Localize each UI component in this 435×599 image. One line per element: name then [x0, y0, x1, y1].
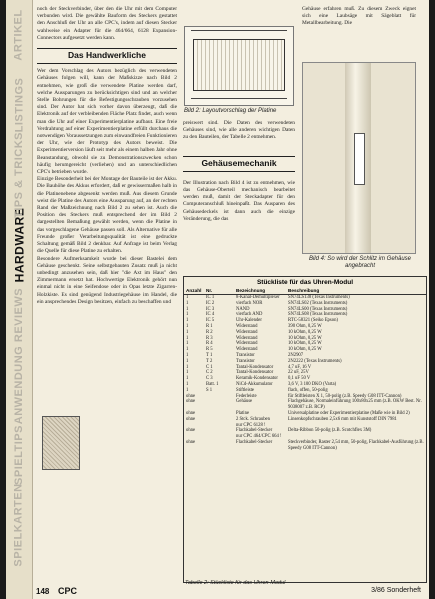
platine-layout-figure: [184, 26, 294, 106]
table-cell: SN74LS138 (Texas Instruments): [288, 295, 350, 300]
table-cell: T 2: [206, 358, 213, 364]
table-cell: 1: [186, 329, 189, 335]
header-bezeichnung: Bezeichnung: [236, 288, 266, 293]
table-cell: nur CPC 464/CPC 664 !: [236, 434, 282, 440]
spine-section-tips-tricks: TIPS & TRICKS: [13, 132, 26, 218]
table-cell: 2N2907: [288, 352, 304, 358]
table-cell: 1: [186, 376, 189, 382]
table-cell: Flachkabel-Stecker: [236, 439, 273, 445]
table-cell: S 1: [206, 387, 213, 393]
spine-section-spieltips: SPIELTIPS: [13, 425, 26, 485]
table-cell: Steckverbinder, Raster 2,54 mm, 50-polig, Flachkabel-Ausführung (z.B. Speedy G08 ITT-Cannon): [288, 439, 424, 451]
table-cell: IC 2: [206, 300, 215, 306]
table-cell: T 1: [206, 352, 213, 358]
issue-label: 3/86 Sonderheft: [371, 587, 421, 594]
gehaeuse-photo: [302, 62, 416, 254]
header-nr: Nr.: [206, 288, 213, 293]
dimension-line: [191, 30, 287, 31]
paragraph: preiswert sind. Die Daten des verwendeten Gehäuses sind, wie alle anderen wichtigen Daten zu den Bauteilen, der Tabelle 2 entnehmen.: [183, 120, 295, 141]
paragraph: Wer dem Vorschlag des Autors bezüglich des verwendeten Gehäuses folgen will, kann der Maßskizze nach Bild 2 entnehmen, wie groß die verwendete Platine werden darf, welche Aussparungen zu berücksichtigen sind und an welcher Stelle Bohrungen für die Befestigungsschrauben vorzusehen sind. Der Autor hat sich vorher davon überzeugt, daß die Elektronik auf der verbleibenden Fläche Platz findet, auch wenn man die Uhr auf einer Experimentierplatine aufbaut. Eine freie Verdrahtung auf einer Experimentierplatine erfüllt durchaus die notwendigen Voraussetzungen zum einwandfreien Funktionieren der Uhr, wie der Prototyp des Autors beweist. Die Experimentierversion läuft seit mehr als einem halben Jahr ohne Beanstandung, obwohl sie zu Demonstrationszwecken schon häufig herumgereicht (verliehen) und an unterschiedlichen CPC's betrieben wurde.: [37, 68, 177, 176]
table-cell: 0,1 uF 50 V: [288, 376, 311, 382]
spine-section-anwendung: ANWENDUNG: [13, 345, 26, 425]
table-cell: flach, offen, 50-polig: [288, 387, 328, 393]
table-cell: 10 kOhm, 0,25 W: [288, 341, 322, 347]
table-cell: 1: [186, 381, 189, 387]
table-body: [184, 295, 426, 452]
table-cell: Uhr-Kalender: [236, 318, 262, 324]
table-cell: 2 Stck. Schrauben: [236, 416, 270, 422]
table-cell: SN74LS08 (Texas Instruments): [288, 312, 348, 318]
paragraph: Besondere Aufmerksamkeit wurde bei dieser Bastelei dem Gehäuse geschenkt. Seine selbstgebauten Zusatz muß ja nicht unbedingt anzusehen sein, daß hier "die Axt im Haus" den Zimmermann ersetzt hat. Hochwertige Elektronik gehört nun einmal nicht in eine Seifendose oder in Opas letzte Zigarren-Holzkiste. Es sind genügend Industriegehäuse im Handel, die ein ansprechendes Design besitzen, einfach zu beschaffen und: [37, 255, 177, 305]
table-cell: NiCd-Akkumulator: [236, 381, 273, 387]
table-cell: IC 3: [206, 306, 215, 312]
table-row: [184, 440, 426, 452]
table-cell: R 1: [206, 323, 213, 329]
embedded-photo: [42, 416, 80, 470]
table-cell: R 2: [206, 329, 213, 335]
table-cell: ohne: [186, 393, 196, 399]
table-row: [184, 399, 426, 411]
spine-section-reviews: REVIEWS: [13, 287, 26, 343]
table-cell: 4,7 uF, 16 V: [288, 364, 312, 370]
heading-handwerkliche: Das Handwerkliche: [68, 50, 146, 61]
table-cell: ohne: [186, 416, 196, 422]
paragraph: Gehäuse erfahren muß. Zu diesem Zweck eignet sich eine Laubsäge mit Sägeblatt für Metallbearbeitung. Die: [302, 6, 416, 27]
heading-gehaeusemechanik: Gehäusemechanik: [201, 157, 277, 168]
divider: [183, 156, 295, 157]
table-cell: 1: [186, 318, 189, 324]
table-cell: Platine: [236, 410, 250, 416]
table-cell: Flachkabel-Stecker: [236, 428, 273, 434]
table-cell: RTC-58321 (Seiko Epson): [288, 318, 338, 324]
spine-section-listings: LISTINGS: [13, 77, 26, 133]
housing-slot: [354, 133, 365, 185]
table-header: [184, 287, 426, 295]
table-cell: 10 kOhm, 0,25 W: [288, 347, 322, 353]
table-cell: Stiftleiste: [236, 387, 254, 393]
table-cell: 1: [186, 335, 189, 341]
table-cell: 1: [186, 364, 189, 370]
page-number: 148: [36, 587, 50, 596]
table-cell: Tantal-Kondensator: [236, 364, 274, 370]
table-cell: Batt. 1: [206, 381, 219, 387]
paragraph: Einzige Besonderheit bei der Montage der Bauteile ist der Akku. Die Bauhöhe des Akkus erfordert, daß er gewissermaßen halb in die Platinenebene abgesenkt werden muß. Aus diesem Grunde weist die Platine des Autors eine Aussparung auf, an der rechten Rand der Maßzeichnung nach Bild 2 zu sehen ist. Auch die Position des Steckers muß entsprechend der im Bild 2 dargestellten Bemaßung gewählt werden, wenn die Platine in das vorgeschlagene Gehäuse passen soll. Als Alternative für alle Freunde großer Verarbeitungsqualität ist eine gedruckte Schaltung gemäß Bild 2 denkbar. Auf Anfrage ist beim Verlag die Quelle für diese Platine zu erhalten.: [37, 176, 177, 255]
table-cell: Gehäuse: [236, 399, 253, 405]
table-cell: Widerstand: [236, 329, 258, 335]
table-cell: Keramik-Kondensator: [236, 376, 278, 382]
table-cell: R 5: [206, 347, 213, 353]
table-cell: 1: [186, 387, 189, 393]
table-cell: SN74LS02 (Texas Instruments): [288, 300, 348, 306]
table-cell: 1: [186, 347, 189, 353]
figure-caption-bild2: Bild 2: Layoutvorschlag der Platine: [184, 108, 277, 114]
table-cell: vierfach NOR: [236, 300, 263, 306]
spine-section-artikel: ARTIKEL: [13, 9, 26, 61]
table-cell: 1: [186, 352, 189, 358]
table-cell: Transistor: [236, 352, 255, 358]
table-cell: Linsenkopfschrauben 2,5x6 mm mit Kunststoff DIN 7981: [288, 416, 397, 422]
table-title: Stückliste für das Uhren-Modul: [256, 279, 354, 286]
table-cell: Widerstand: [236, 341, 258, 347]
table-cell: Tantal-Kondensator: [236, 370, 274, 376]
table-cell: Federleiste: [236, 393, 257, 399]
table-cell: 1: [186, 312, 189, 318]
spine-section-spielkarten: SPIELKARTEN: [13, 483, 25, 567]
divider: [183, 171, 295, 172]
table-cell: 22 uF, 25V: [288, 370, 309, 376]
table-cell: C 2: [206, 370, 213, 376]
table-cell: Transistor: [236, 358, 255, 364]
table-cell: 3,6 V, 3 100 DKO (Varta): [288, 381, 337, 387]
page-footer: [6, 586, 429, 599]
table-cell: Delta-Ribbon 50-polig (z.B. Scotchflex 3M): [288, 428, 372, 434]
table-cell: Flachgehäuse, Normaleinführung 100x80x25 mm (z.B. OKW Best. Nr. 9038007 z.B. RCP): [288, 399, 422, 411]
column-right: [302, 6, 416, 28]
table-cell: IC 4: [206, 312, 215, 318]
dimension-line: [191, 98, 287, 99]
spine-section-hardware: HARDWARE: [12, 207, 27, 283]
divider: [37, 63, 177, 64]
paragraph: Der Illustration nach Bild 4 ist zu entnehmen, wie das Gehäuse-Oberteil mechanisch bearbeitet werden muß, damit der Steckadapter für den Computeranschluß hineinpaßt. Das Ausparen des Gehäusedeckels ist dann auch die einzige Veränderung, die das: [183, 179, 295, 222]
table-cell: SN74LS00 (Texas Instruments): [288, 306, 348, 312]
table-cell: R 3: [206, 335, 213, 341]
table-cell: IC 5: [206, 318, 215, 324]
figure-caption-bild4: Bild 4: So wird der Schlitz im Gehäuse angebracht: [308, 256, 412, 269]
parts-list-table: [183, 276, 427, 583]
table-caption: Tabelle 2: Stückliste für das Uhren-Modul: [185, 580, 286, 586]
table-cell: 2N2222 (Texas Instruments): [288, 358, 342, 364]
table-cell: Widerstand: [236, 323, 258, 329]
header-beschreibung: Beschreibung: [288, 288, 320, 293]
table-cell: ohne: [186, 399, 196, 405]
table-cell: C 3: [206, 376, 213, 382]
table-cell: 10 kOhm, 0,25 W: [288, 335, 322, 341]
table-cell: C 1: [206, 364, 213, 370]
column-middle: [183, 120, 295, 223]
table-cell: 10 kOhm, 0,25 W: [288, 329, 322, 335]
table-cell: vierfach AND: [236, 312, 263, 318]
table-cell: 390 Ohm, 0,25 W: [288, 323, 322, 329]
table-cell: 8-Kanal-Demultiplexer: [236, 295, 280, 300]
table-cell: [206, 399, 236, 411]
intro-paragraph: noch der Steckverbinder, über den die Uhr mit dem Computer verbunden wird. Die gewählte Bauform des Steckers gestattet den Anschluß der Uhr an alle CPC's, indem auf diesen Stecker wahlweise ein Adapter für die 464/664, 6128 Expansion-Connectors aufgesetzt werden kann.: [37, 6, 177, 41]
table-cell: Universalplatine oder Experimentierplatine (Maße wie in Bild 2): [288, 410, 410, 416]
pcb-board: [193, 39, 285, 91]
table-cell: [206, 440, 236, 452]
table-cell: ohne: [186, 410, 196, 416]
table-cell: Widerstand: [236, 347, 258, 353]
table-cell: 1: [186, 300, 189, 306]
magazine-page: [6, 0, 429, 599]
magazine-logo: CPC: [58, 586, 78, 596]
table-cell: 1: [186, 323, 189, 329]
table-cell: 1: [186, 370, 189, 376]
table-cell: R 4: [206, 341, 213, 347]
table-cell: nur CPC 6128 !: [236, 422, 266, 428]
table-cell: 1: [186, 306, 189, 312]
table-cell: NAND: [236, 306, 250, 312]
header-anzahl: Anzahl: [186, 288, 202, 293]
column-left: [37, 6, 177, 306]
table-cell: 1: [186, 358, 189, 364]
table-cell: ohne: [186, 428, 196, 434]
table-cell: 1: [186, 341, 189, 347]
table-cell: Widerstand: [236, 335, 258, 341]
table-cell: ohne: [186, 439, 196, 445]
table-cell: IC 1: [206, 295, 215, 300]
table-cell: 1: [186, 295, 189, 300]
section-spine: [6, 0, 33, 599]
divider: [37, 48, 177, 49]
table-cell: für Stiftleisten X 1, 50-polig (z.B. Speedy G08 ITT-Cannon): [288, 393, 402, 399]
